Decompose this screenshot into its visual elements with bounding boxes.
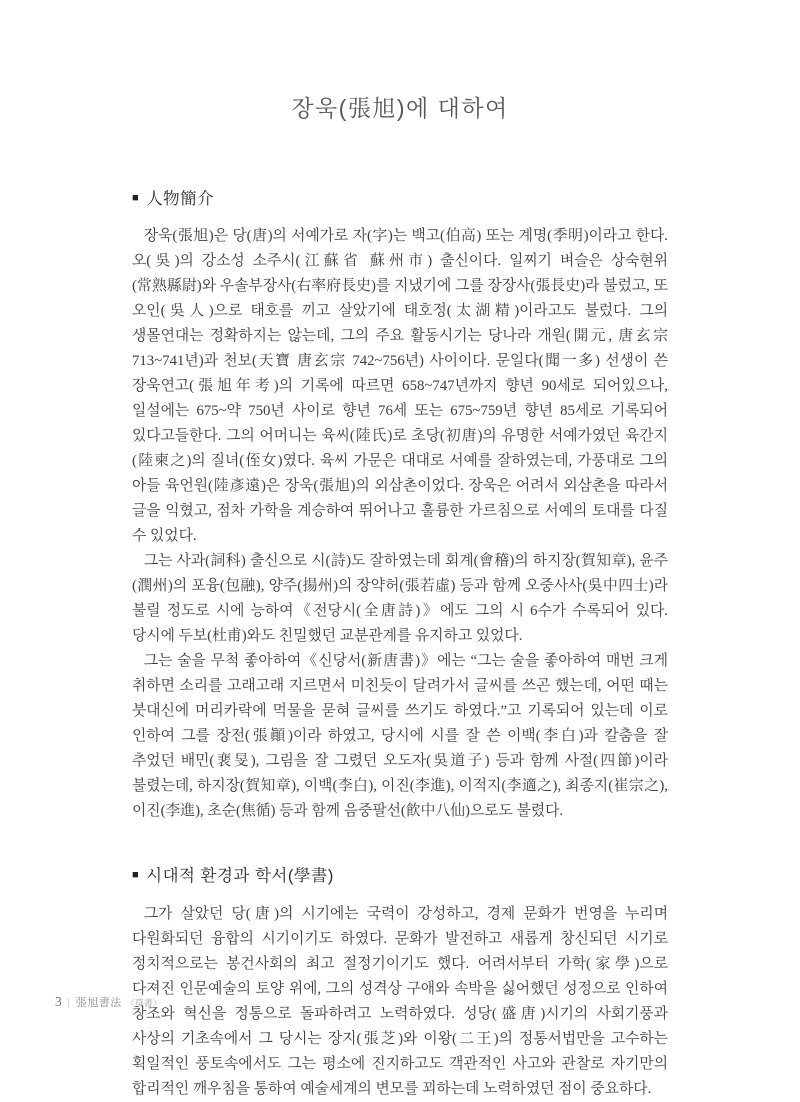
section-biography-heading: [132, 185, 668, 209]
biography-paragraph-3: 그는 술을 무척 좋아하여《신당서(新唐書)》에는 “그는 술을 좋아하여 매번 크게 취하면 소리를 고래고래 지르면서 미친듯이 달려가서 글씨를 쓰곤 했는데, 어떤 때는 붓대신에 머리카락에 먹물을 묻혀 글씨를 쓰기도 하였다.”고 기록되어 있는데 이로 인하여 그를 장전(張顚)이라 하였고, 당시에 시를 잘 쓴 이백(李白)과 칼춤을 잘 추었던 배민(裵旻), 그림을 잘 그렸던 오도자(吳道子) 등과 함께 사절(四節)이라 불렸는데, 하지장(賀知章), 이백(李白), 이진(李進), 이적지(李適之), 최종지(崔宗之), 이진(李進), 초순(焦循) 등과 함께 음중팔선(飮中八仙)으로도 불렸다.: [132, 653, 668, 819]
page-title: 장욱(張旭)에 대하여: [291, 95, 509, 121]
square-bullet-icon: ■: [132, 191, 140, 204]
square-bullet-icon: ■: [132, 868, 140, 881]
era-paragraph-1: 그가 살았던 당(唐)의 시기에는 국력이 강성하고, 경제 문화가 번영을 누리며 다원화되던 융합의 시기이기도 하였다. 문화가 발전하고 새롭게 창신되던 시기로 정치적으로는 봉건사회의 최고 절정기이기도 했다. 어려서부터 가학(家學)으로 다져진 인문예술의 토양 위에, 그의 성격상 구애와 속박을 싫어했던 성정으로 인하여 창조와 혁신을 정통으로 돌파하려고 노력하였다. 성당(盛唐)시기의 사회기풍과 사상의 기초속에서 그 당시는 장지(張芝)와 이왕(二王)의 정통서법만을 고수하는 획일적인 풍토속에서도 그는 평소에 진지하고도 객관적인 사고와 관찰로 자기만의 합리적인 깨우침을 통하여 예술세계의 변모를 꾀하는데 노력하였던 점이 중요하다.: [132, 906, 668, 1097]
page-footer: [55, 994, 162, 1010]
section-era-and-study: [132, 862, 668, 1102]
footer-separator: |: [67, 997, 70, 1008]
section-era-heading-text: 시대적 환경과 학서(學書): [146, 867, 334, 885]
biography-paragraph-1: 장욱(張旭)은 당(唐)의 서예가로 자(字)는 백고(伯高) 또는 계명(季明)이라고 한다. 오(吳)의 강소성 소주시(江蘇省 蘇州市) 출신이다. 일찌기 벼슬은 상숙현위(常熟縣尉)와 우솔부장사(右率府長史)를 지냈기에 그를 장장사(張長史)라 불렀고, 또 오인(吳人)으로 태호를 끼고 살았기에 태호정(太湖精)이라고도 불렀다. 그의 생몰연대는 정확하지는 않는데, 그의 주요 활동시기는 당나라 개원(開元, 唐玄宗 713~741년)과 천보(天寶 唐玄宗 742~756년) 사이이다. 문일다(聞一多) 선생이 쓴 장욱연고(張旭年考)의 기록에 따르면 658~747년까지 향년 90세로 되어있으나, 일설에는 675~약 750년 사이로 향년 76세 또는 675~759년 향년 85세로 기록되어 있다고들한다. 그의 어머니는 육씨(陸氏)로 초당(初唐)의 유명한 서예가였던 육간지(陸柬之)의 질녀(侄女)였다. 육씨 가문은 대대로 서예를 잘하였는데, 가풍대로 그의 아들 육언원(陸彥遠)은 장욱(張旭)의 외삼촌이었다. 장욱은 어려서 외삼촌을 따라서 글을 익혔고, 점차 가학을 계승하여 뛰어나고 훌륭한 가르침으로 서예의 토대를 다질 수 있었다.: [132, 228, 668, 544]
page-content: [132, 185, 668, 1102]
footer-book-title: 張旭書法: [75, 997, 122, 1009]
section-era-heading: [132, 862, 668, 886]
section-biography-heading-text: 人物簡介: [146, 190, 215, 208]
page-number: 3: [55, 994, 62, 1009]
footer-script-label: 〈草書〉: [125, 998, 162, 1008]
section-biography: [132, 185, 668, 824]
biography-paragraph-2: 그는 사과(詞科) 출신으로 시(詩)도 잘하였는데 회계(會稽)의 하지장(賀知章), 윤주(潤州)의 포융(包融), 양주(揚州)의 장약허(張若虛) 등과 함께 오중사사(吳中四士)라 불릴 정도로 시에 능하여《전당시(全唐詩)》에도 그의 시 6수가 수록되어 있다. 당시에 두보(杜甫)와도 친밀했던 교분관계를 유지하고 있었다.: [132, 553, 668, 644]
